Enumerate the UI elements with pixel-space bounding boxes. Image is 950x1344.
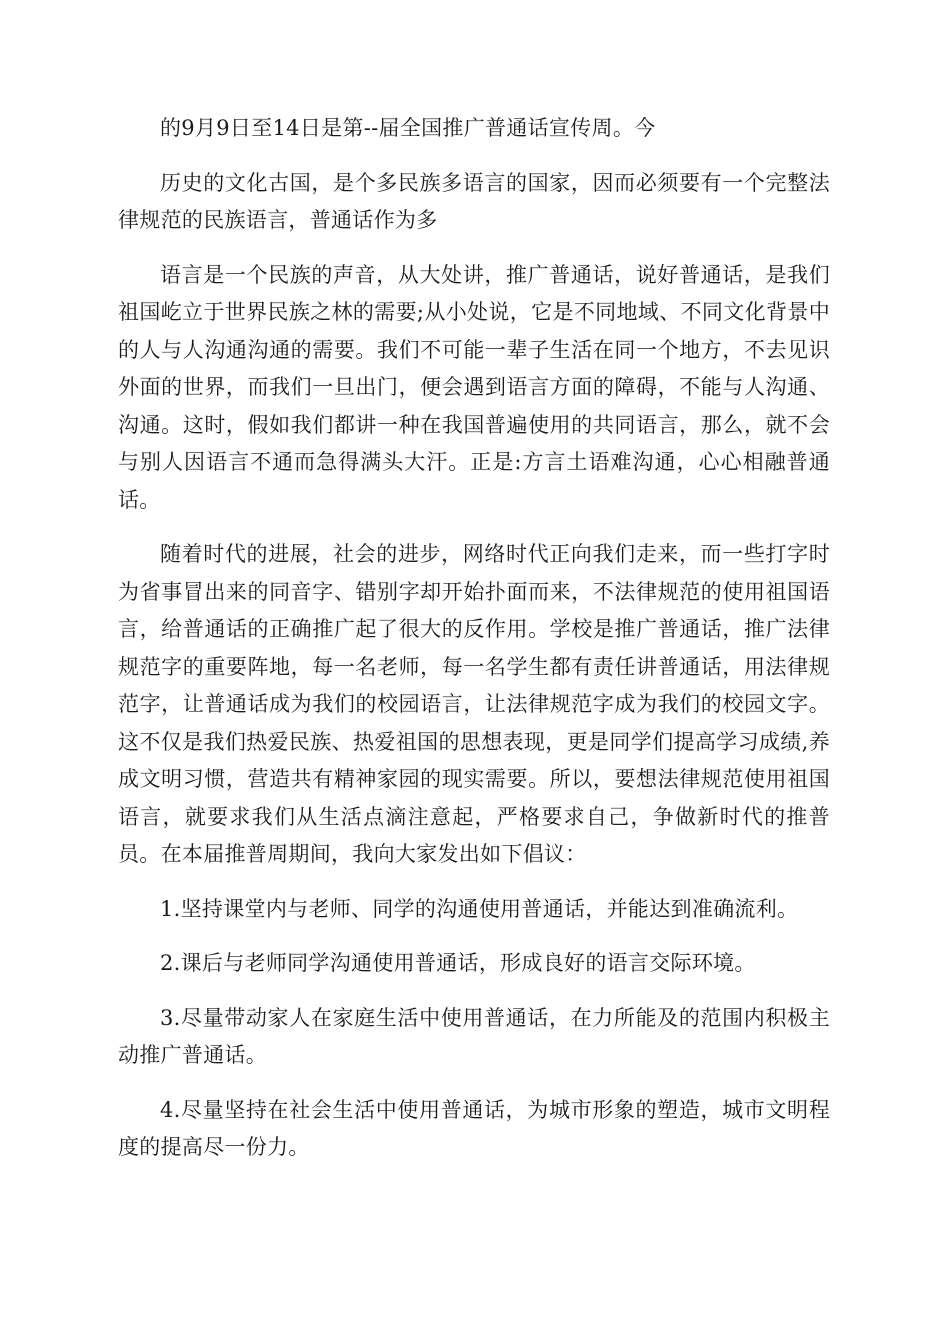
paragraph-intro-date: 的9月9日至14日是第--届全国推广普通话宣传周。今 <box>160 116 656 140</box>
document-body <box>118 110 830 1184</box>
proposal-item-2: 2.课后与老师同学沟通使用普通话，形成良好的语言交际环境。 <box>160 951 756 975</box>
proposal-item-4: 4.尽量坚持在社会生活中使用普通话，为城市形象的塑造，城市文明程度的提高尽一份力。 <box>118 1097 830 1159</box>
paragraph-language-voice: 语言是一个民族的声音，从大处讲，推广普通话，说好普通话，是我们祖国屹立于世界民族之林的需要;从小处说，它是不同地域、不同文化背景中的人与人沟通沟通的需要。我们不可能一辈子生活在同一个地方，不去见识外面的世界，而我们一旦出门，便会遇到语言方面的障碍，不能与人沟通、沟通。这时，假如我们都讲一种在我国普遍使用的共同语言，那么，就不会与别人因语言不通而急得满头大汗。正是:方言土语难沟通，心心相融普通话。 <box>118 262 830 512</box>
paragraph-network-era: 随着时代的进展，社会的进步，网络时代正向我们走来，而一些打字时为省事冒出来的同音字、错别字却开始扑面而来，不法律规范的使用祖国语言，给普通话的正确推广起了很大的反作用。学校是推广普通话，推广法律规范字的重要阵地，每一名老师，每一名学生都有责任讲普通话，用法律规范字，让普通话成为我们的校园语言，让法律规范字成为我们的校园文字。这不仅是我们热爱民族、热爱祖国的思想表现，更是同学们提高学习成绩,养成文明习惯，营造共有精神家园的现实需要。所以，要想法律规范使用祖国语言，就要求我们从生活点滴注意起，严格要求自己，争做新时代的推普员。在本届推普周期间，我向大家发出如下倡议： <box>118 542 830 866</box>
proposal-item-1: 1.坚持课堂内与老师、同学的沟通使用普通话，并能达到准确流利。 <box>160 896 799 921</box>
proposal-item-3: 3.尽量带动家人在家庭生活中使用普通话，在力所能及的范围内积极主动推广普通话。 <box>118 1005 830 1067</box>
paragraph-history: 历史的文化古国，是个多民族多语言的国家，因而必须要有一个完整法律规范的民族语言，普通话作为多 <box>118 170 830 232</box>
